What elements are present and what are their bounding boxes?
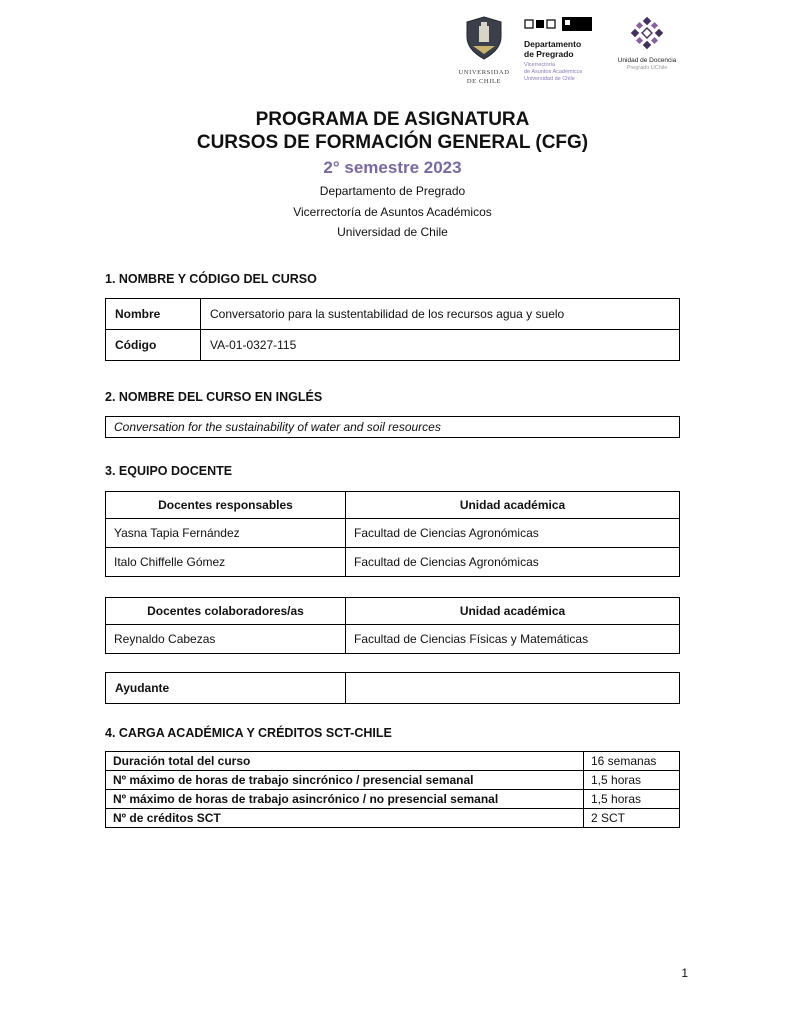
title-block: [105, 108, 680, 240]
pregrado-title-line1: Departamento: [524, 39, 582, 49]
sct-credits-label: Nº de créditos SCT: [106, 808, 584, 827]
pregrado-sub-line1: Vicerrectoría: [524, 61, 556, 68]
async-hours-label: Nº máximo de horas de trabajo asincrónico / no presencial semanal: [106, 789, 584, 808]
teacher-unit: Facultad de Ciencias Agronómicas: [346, 518, 680, 547]
uchile-logo-line1: UNIVERSIDAD: [458, 69, 510, 76]
dept-line3: Universidad de Chile: [337, 225, 448, 240]
responsible-teachers-table: [105, 491, 680, 577]
table-row: [106, 547, 680, 576]
colaboradores-col-header: Docentes colaboradores/as: [106, 597, 346, 624]
uchile-crest-icon: [465, 16, 503, 65]
pregrado-sub-line2: de Asuntos Académicos: [524, 68, 583, 75]
table-row: [106, 789, 680, 808]
page-number: 1: [681, 966, 688, 980]
pregrado-logo: [524, 16, 602, 83]
teacher-name: Reynaldo Cabezas: [106, 624, 346, 653]
sync-hours-label: Nº máximo de horas de trabajo sincrónico / presencial semanal: [106, 770, 584, 789]
table-row: [106, 298, 680, 329]
docencia-logo-subtitle: Pregrado UChile: [626, 64, 668, 71]
docencia-logo-title: Unidad de Docencia: [617, 57, 677, 64]
course-code-label: Código: [106, 329, 201, 360]
course-code-value: VA-01-0327-115: [201, 329, 680, 360]
responsables-col-header: Docentes responsables: [106, 491, 346, 518]
table-row: [106, 808, 680, 827]
assistant-label: Ayudante: [106, 672, 346, 703]
sct-credits-value: 2 SCT: [584, 808, 680, 827]
sync-hours-value: 1,5 horas: [584, 770, 680, 789]
course-name-label: Nombre: [106, 298, 201, 329]
dept-line1: Departamento de Pregrado: [319, 184, 466, 199]
semester-subtitle: 2° semestre 2023: [323, 158, 462, 178]
section1-heading: 1. NOMBRE Y CÓDIGO DEL CURSO: [105, 271, 317, 286]
page-title-line1: PROGRAMA DE ASIGNATURA: [255, 109, 530, 130]
table-row: [106, 672, 680, 703]
section2-heading: 2. NOMBRE DEL CURSO EN INGLÉS: [105, 389, 323, 404]
async-hours-value: 1,5 horas: [584, 789, 680, 808]
docencia-pinwheel-icon: [630, 16, 664, 55]
table-header-row: [106, 491, 680, 518]
teacher-name: Yasna Tapia Fernández: [106, 518, 346, 547]
table-row: [106, 751, 680, 770]
teacher-unit: Facultad de Ciencias Agronómicas: [346, 547, 680, 576]
table-header-row: [106, 597, 680, 624]
table-row: [106, 770, 680, 789]
academic-load-table: [105, 751, 680, 828]
pregrado-squares-icon: [524, 16, 594, 37]
page-title-line2: CURSOS DE FORMACIÓN GENERAL (CFG): [196, 132, 589, 154]
course-name-value: Conversatorio para la sustentabilidad de los recursos agua y suelo: [201, 298, 680, 329]
docencia-logo: [616, 16, 678, 71]
pregrado-logo-subtitle: [524, 62, 582, 83]
duration-label: Duración total del curso: [106, 751, 584, 770]
unidad-col-header: Unidad académica: [346, 597, 680, 624]
assistant-table: [105, 672, 680, 704]
unidad-col-header: Unidad académica: [346, 491, 680, 518]
teacher-unit: Facultad de Ciencias Físicas y Matemáticas: [346, 624, 680, 653]
assistant-value: [346, 672, 680, 703]
table-row: [106, 329, 680, 360]
uchile-logo: [458, 16, 510, 87]
pregrado-title-line2: de Pregrado: [524, 48, 574, 59]
english-name-box: Conversation for the sustainability of water and soil resources: [105, 416, 680, 438]
duration-value: 16 semanas: [584, 751, 680, 770]
uchile-logo-text: [458, 69, 509, 87]
uchile-logo-line2: DE CHILE: [466, 77, 502, 85]
teacher-name: Italo Chiffelle Gómez: [106, 547, 346, 576]
pregrado-sub-line3: Universidad de Chile: [524, 75, 575, 82]
collaborating-teachers-table: [105, 597, 680, 654]
table-row: [106, 624, 680, 653]
course-name-code-table: [105, 298, 680, 361]
pregrado-logo-title: [524, 40, 581, 60]
section4-heading: 4. CARGA ACADÉMICA Y CRÉDITOS SCT-CHILE: [105, 725, 392, 740]
header-logos: [458, 16, 678, 87]
table-row: [106, 518, 680, 547]
section3-heading: 3. EQUIPO DOCENTE: [105, 463, 233, 478]
dept-line2: Vicerrectoría de Asuntos Académicos: [293, 204, 492, 219]
